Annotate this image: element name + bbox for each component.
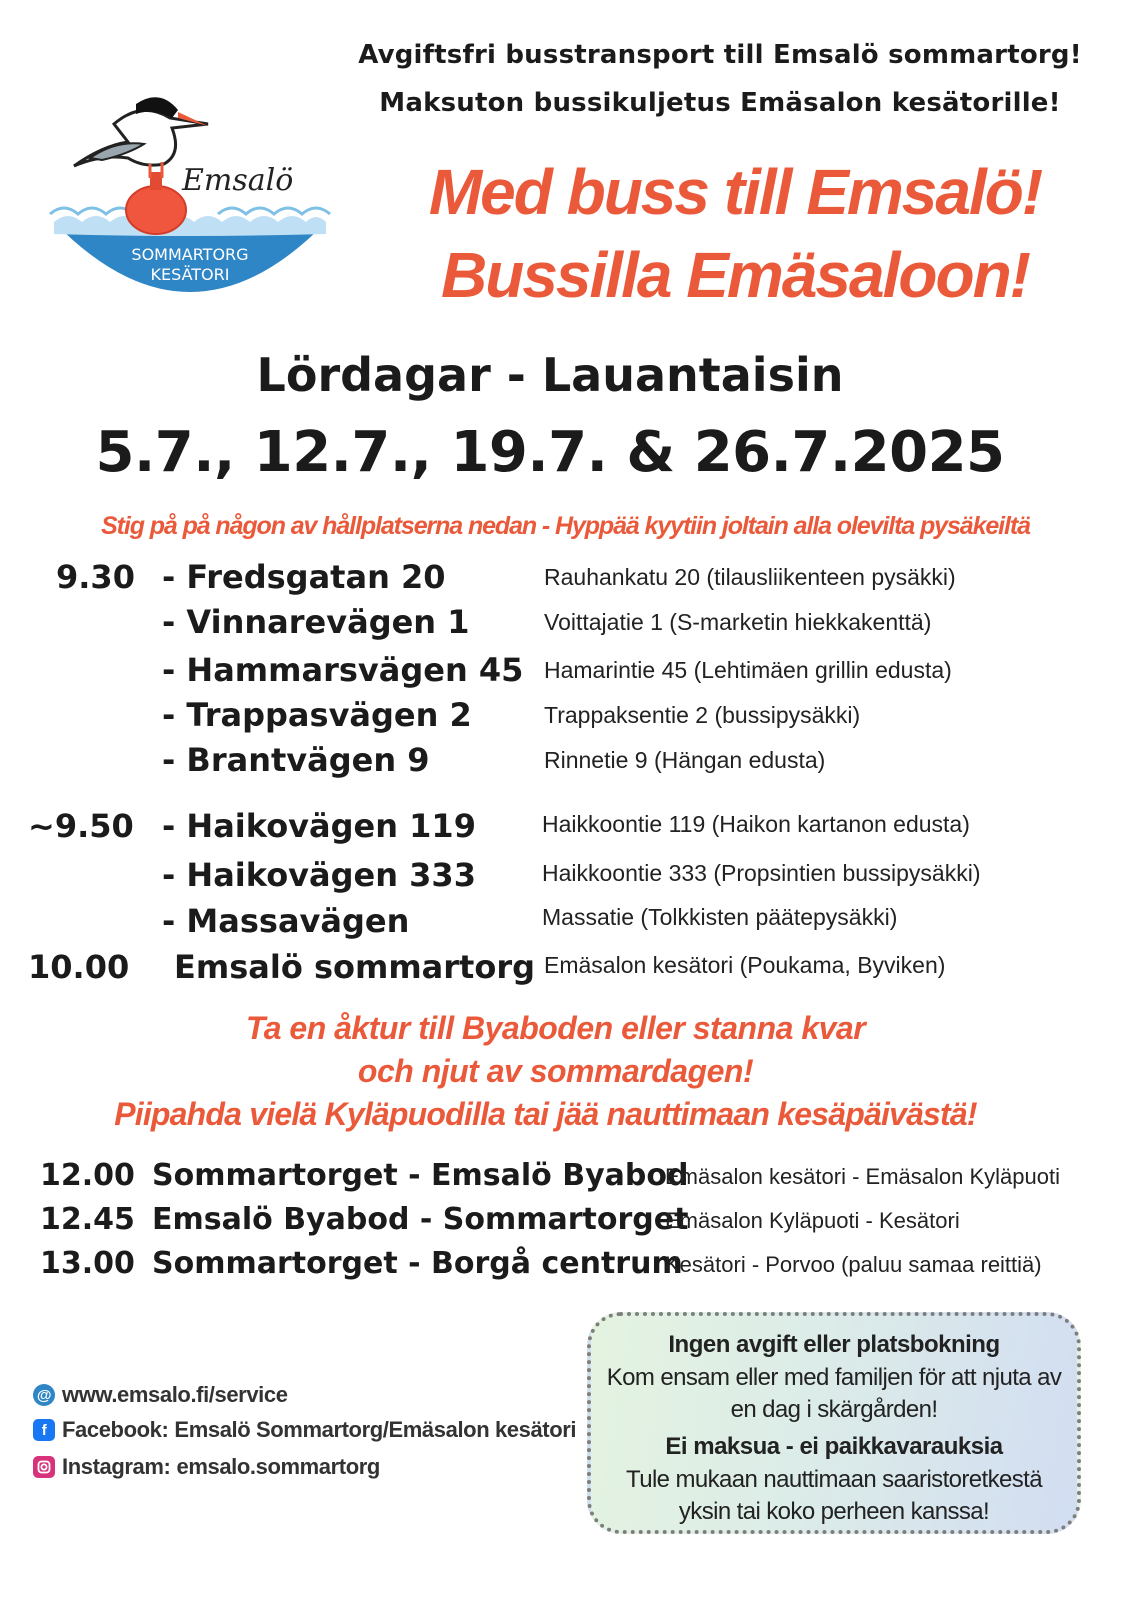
return-route: Emsalö Byabod - Sommartorget xyxy=(152,1202,689,1237)
stop-name-fi: Haikkoontie 119 (Haikon kartanon edusta) xyxy=(542,811,970,837)
stop-name-fi: Voittajatie 1 (S-marketin hiekkakenttä) xyxy=(544,609,932,635)
stop-row xyxy=(0,558,1131,598)
stop-time: 9.30 xyxy=(56,558,135,596)
stop-row xyxy=(0,856,1131,896)
return-route-fi: Kesätori - Porvoo (paluu samaa reittiä) xyxy=(665,1252,1042,1277)
stop-row xyxy=(0,741,1131,781)
info-text-sv-2: en dag i skärgården! xyxy=(730,1396,938,1423)
info-title-fi: Ei maksua - ei paikkavarauksia xyxy=(665,1433,1003,1460)
info-box xyxy=(587,1312,1081,1534)
stop-row xyxy=(0,651,1131,691)
stop-name: - Trappasvägen 2 xyxy=(162,696,472,734)
headline-sv: Med buss till Emsalö! xyxy=(428,156,1042,228)
stop-name-fi: Trappaksentie 2 (bussipysäkki) xyxy=(544,702,861,728)
info-text-sv-1: Kom ensam eller med familjen för att njuta av xyxy=(606,1364,1062,1391)
free-transport-sv: Avgiftsfri busstransport till Emsalö sommartorg! xyxy=(358,40,1082,70)
stop-name: - Brantvägen 9 xyxy=(162,741,430,779)
stop-name: Emsalö sommartorg xyxy=(174,948,535,986)
stop-row xyxy=(0,902,1131,942)
facebook-icon: f xyxy=(33,1419,55,1441)
boarding-note: Stig på på någon av hållplatserna nedan - Hyppää kyytiin joltain alla olevilta pysäkeiltä xyxy=(101,512,1030,540)
stop-name-fi: Emäsalon kesätori (Poukama, Byviken) xyxy=(544,952,946,978)
stop-name-fi: Haikkoontie 333 (Propsintien bussipysäkki) xyxy=(542,860,981,886)
logo-name: Emsalö xyxy=(182,163,294,198)
return-route: Sommartorget - Borgå centrum xyxy=(152,1246,683,1281)
stop-time: 10.00 xyxy=(28,948,130,986)
instagram-link[interactable] xyxy=(33,1453,380,1481)
stop-name-fi: Hamarintie 45 (Lehtimäen grillin edusta) xyxy=(544,657,952,683)
stop-row xyxy=(0,603,1131,643)
return-row xyxy=(0,1158,1131,1198)
free-transport-fi: Maksuton bussikuljetus Emäsalon kesätorille! xyxy=(379,88,1061,118)
stop-name: - Hammarsvägen 45 xyxy=(162,651,524,689)
stop-row xyxy=(0,948,1131,988)
info-text-fi-1: Tule mukaan nauttimaan saaristoretkestä xyxy=(626,1466,1042,1493)
stop-name: - Haikovägen 119 xyxy=(162,807,476,845)
website-link[interactable] xyxy=(33,1381,288,1409)
headline-fi: Bussilla Emäsaloon! xyxy=(441,239,1029,311)
return-time: 13.00 xyxy=(40,1246,135,1281)
stop-name-fi: Massatie (Tolkkisten päätepysäkki) xyxy=(542,904,898,930)
return-time: 12.00 xyxy=(40,1158,135,1193)
info-text-fi-2: yksin tai koko perheen kanssa! xyxy=(678,1498,990,1525)
return-row xyxy=(0,1246,1131,1286)
logo-line2: KESÄTORI xyxy=(150,265,230,284)
middle-line-1: Ta en åktur till Byaboden eller stanna kvar xyxy=(245,1010,866,1046)
facebook-link[interactable] xyxy=(33,1416,576,1444)
stop-name: - Massavägen xyxy=(162,902,410,940)
middle-line-3: Piipahda vielä Kyläpuodilla tai jää nauttimaan kesäpäivästä! xyxy=(114,1096,977,1132)
emsalo-logo xyxy=(32,62,350,330)
return-time: 12.45 xyxy=(40,1202,135,1237)
stop-time: ~9.50 xyxy=(28,807,134,845)
stop-name-fi: Rinnetie 9 (Hängan edusta) xyxy=(544,747,826,773)
instagram-handle[interactable]: emsalo.sommartorg xyxy=(176,1454,380,1479)
facebook-label: Facebook: xyxy=(62,1417,169,1442)
days-heading: Lördagar - Lauantaisin xyxy=(256,348,844,402)
stop-name: - Haikovägen 333 xyxy=(162,856,476,894)
dates-heading: 5.7., 12.7., 19.7. & 26.7.2025 xyxy=(95,420,1005,485)
return-route-fi: Emäsalon kesätori - Emäsalon Kyläpuoti xyxy=(665,1164,1060,1189)
logo-line1: SOMMARTORG xyxy=(131,245,249,264)
return-route-fi: Emäsalon Kyläpuoti - Kesätori xyxy=(665,1208,960,1233)
return-row xyxy=(0,1202,1131,1242)
website-url[interactable]: www.emsalo.fi/service xyxy=(62,1382,288,1407)
facebook-page[interactable]: Emsalö Sommartorg/Emäsalon kesätori xyxy=(174,1417,577,1442)
stop-row xyxy=(0,807,1131,847)
middle-line-2: och njut av sommardagen! xyxy=(357,1053,754,1089)
stop-row xyxy=(0,696,1131,736)
web-icon: @ xyxy=(33,1384,55,1406)
instagram-icon xyxy=(33,1456,55,1478)
stop-name: - Vinnarevägen 1 xyxy=(162,603,470,641)
stop-name: - Fredsgatan 20 xyxy=(162,558,446,596)
stop-name-fi: Rauhankatu 20 (tilausliikenteen pysäkki) xyxy=(544,564,956,590)
return-route: Sommartorget - Emsalö Byabod xyxy=(152,1158,689,1193)
info-title-sv: Ingen avgift eller platsbokning xyxy=(668,1331,1000,1358)
instagram-label: Instagram: xyxy=(62,1454,171,1479)
